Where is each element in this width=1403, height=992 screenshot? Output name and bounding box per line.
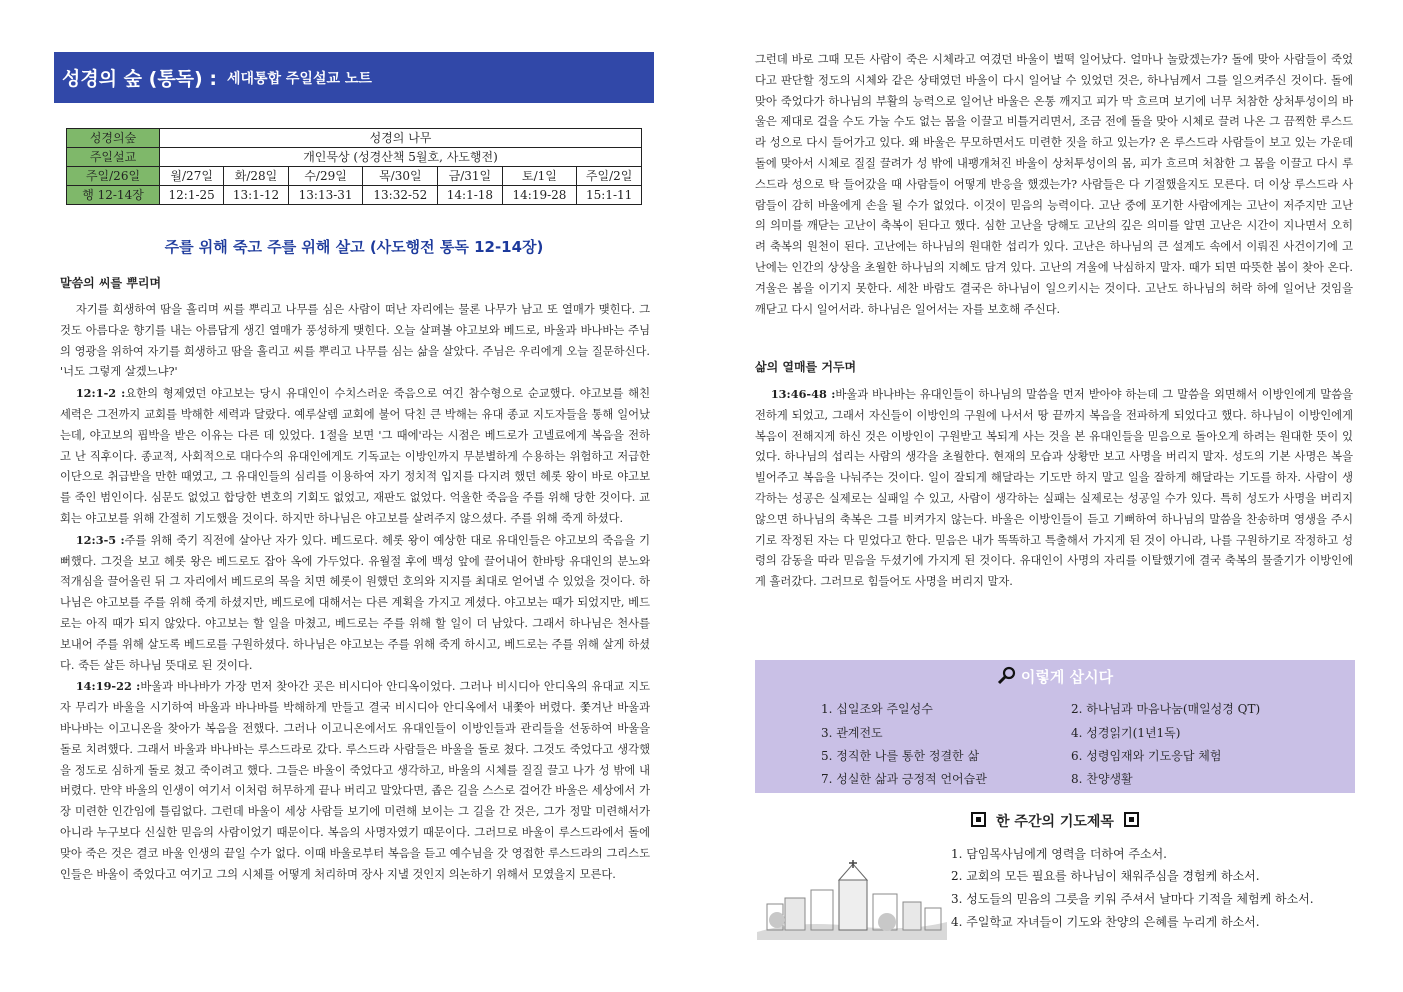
live-item: 1. 십일조와 주일성수 xyxy=(821,702,933,716)
day-cell: 월/27일 xyxy=(160,167,224,186)
prayer-item: 3. 성도들의 믿음의 그릇을 키워 주셔서 날마다 기적을 체험케 하소서. xyxy=(951,892,1314,906)
day-cell: 수/29일 xyxy=(288,167,363,186)
magnifier-icon xyxy=(997,666,1017,686)
paragraph-text: 바울과 바나바는 유대인들이 하나님의 말씀을 먼저 받아야 하는데 그 말씀을 외면해서 이방인에게 말씀을 전하게 되었고, 그래서 자신들이 이방인의 구원에 나서서 땅 끝까지 복음을 전파하게 되었다고 했다. 하나님이 이방인에게 복음이 전해지게 하신 것은 이방인이 구원받고 복되게 사는 것을 본 유대인들을 믿음으로 돌아오게 하려는 원대한 뜻이 있었다. 하나님의 섭리는 사람의 생각을 초월한다. 현재의 모습과 상황만 보고 사명을 버리지 말자. 성도의 기본 사명은 복을 빌어주고 복음을 나눠주는 것이다. 일이 잘되게 해달라는 기도만 하지 말고 일을 잘하게 해달라는 기도를 하자. 사람이 생각하는 성공은 실제로는 실패일 수 있고, 사람이 생각하는 실패는 실제로는 성공일 수가 있다. 특히 성도가 사명을 버리지 않으면 하나님의 축복은 그를 비켜가지 않는다. 바울은 이방인들이 듣고 기뻐하여 하나님의 말씀을 찬송하며 영생을 주시기로 작정된 자는 다 믿었다고 한다. 믿음은 내가 똑똑하고 특출해서 가지게 된 것이 아니라, 나를 구원하기로 작정하고 성령의 감동을 따라 믿음을 두셨기에 가지게 된 것이다. 유대인이 사명의 자리를 이탈했기에 결국 축복의 물줄기가 이방인에게 흘러갔다. 그러므로 힘들어도 사명을 버리지 말자. xyxy=(755,388,1354,589)
paragraph-text: 요한의 형제였던 야고보는 당시 유대인이 수치스러운 죽음으로 여긴 참수형으로 순교했다. 야고보를 해친 세력은 그전까지 교회를 박해한 세력과 달랐다. 예루살렘 교회에 불어 닥친 큰 박해는 유대 종교 지도자들을 통해 일어났는데, 야고보의 핍박을 받은 이유는 다른 데 있었다. 1절을 보면 '그 때에'라는 시점은 베드로가 고넬료에게 복음을 전하고 난 직후이다. 종교적, 사회적으로 대다수의 유대인에게도 기독교는 이방인까지 무분별하게 수용하는 위험하고 저급한 이단으로 취급받을 만한 때였고, 그 유대인들의 심리를 이용하여 자기 정치적 입지를 다지려 했던 헤롯 왕이 바로 야고보를 죽인 범인이다. 심문도 없었고 합당한 변호의 기회도 없었고, 재판도 없었다. 억울한 죽음을 주를 위해 당한 것이다. 교회는 야고보를 위해 간절히 기도했을 것이다. 하지만 하나님은 야고보를 살려주지 않으셨다. 주를 위해 죽게 하셨다. xyxy=(60,387,650,525)
prayer-item: 1. 담임목사님에게 영력을 더하여 주소서. xyxy=(951,847,1167,861)
reading-cell: 12:1-25 xyxy=(160,186,224,205)
schedule-days-row xyxy=(67,167,642,186)
live-item: 2. 하나님과 마음나눔(매일성경 QT) xyxy=(1071,702,1261,716)
reading-cell: 14:1-18 xyxy=(438,186,502,205)
paragraph: 그런데 바로 그때 모든 사람이 죽은 시체라고 여겼던 바울이 벌떡 일어났다. 얼마나 놀랐겠는가? 돌에 맞아 사람들이 죽었다고 판단할 정도의 시체와 같은 상태였던 바울이 다시 일어날 수 있었던 것은, 하나님께서 그를 일으켜주신 것이다. 돌에 맞아 죽었다가 하나님의 부활의 능력으로 일어난 바울은 온통 깨지고 피가 막 흐르며 보기에 너무 처참한 상처투성이의 바울은 제대로 걸을 수도 가눌 수도 없는 몸을 이끌고 비틀거리면서, 조금 전에 돌을 맞아 시체로 끌려 나온 그 끔찍한 루스드라 성으로 다시 들어가고 있다. 왜 바울은 무모하면서도 미련한 짓을 하고 있는가? 온 루스드라 사람들이 보고 있는 가운데 돌에 맞아서 시체로 질질 끌려가 성 밖에 내팽개쳐진 바울이 상처투성이의 몸, 피가 흐르며 처참한 그 몸을 이끌고 다시 루스드라 성으로 탁 들어갔을 때 사람들이 어떻게 반응을 했겠는가? 사람들은 다 기절했을지도 모른다. 더 이상 루스드라 사람들이 감히 바울에게 손을 될 수가 없었다. 이것이 믿음의 능력이다. 고난 중에 포기한 사람에게는 고난이 저주지만 고난의 의미를 깨닫는 고난이 축복이 된다고 했다. 심한 고난을 당해도 고난의 깊은 의미를 알면 고난은 시간이 지나면서 오히려 축복의 원천이 된다. 고난에는 하나님의 원대한 섭리가 있다. 고난은 하나님의 큰 설계도 속에서 이뤄진 사건이기에 고난에는 인간의 상상을 초월한 하나님의 지혜도 담겨 있다. 고난의 겨울에 낙심하지 말자. 때가 되면 따뜻한 봄이 찾아 온다. 겨울은 봄을 이기지 못한다. 세찬 바람도 결국은 하나님이 일으키시는 것이다. 고난도 하나님의 허락 하에 일어난 것임을 깨닫고 다시 일어서라. 하나님은 일어서는 자를 보호해 주신다. xyxy=(755,53,1354,316)
sermon-title: 주를 위해 죽고 주를 위해 살고 (사도행전 통독 12-14장) xyxy=(164,238,544,256)
schedule-row xyxy=(67,129,642,148)
verse-ref: 12:1-2 : xyxy=(75,386,126,401)
reading-cell: 13:32-52 xyxy=(363,186,438,205)
prayer-item: 4. 주일학교 자녀들이 기도와 찬양의 은혜를 누리게 하소서. xyxy=(951,915,1260,929)
day-cell: 금/31일 xyxy=(438,167,502,186)
row-label: 주일설교 xyxy=(67,148,160,167)
row-value: 성경의 나무 xyxy=(160,129,642,148)
section1-body xyxy=(60,300,650,885)
section1-heading: 말씀의 씨를 뿌리며 xyxy=(60,276,162,290)
paragraph xyxy=(60,676,650,885)
paragraph xyxy=(60,530,650,677)
reading-cell: 14:19-28 xyxy=(502,186,577,205)
live-item: 5. 정직한 나를 통한 정결한 삶 xyxy=(821,749,980,763)
schedule-readings-row xyxy=(67,186,642,205)
paragraph xyxy=(60,383,650,530)
live-item: 4. 성경읽기(1년1독) xyxy=(1071,726,1181,740)
paragraph-text: 주를 위해 죽기 직전에 살아난 자가 있다. 베드로다. 헤롯 왕이 예상한 대로 유대인들은 야고보의 죽음을 기뻐했다. 그것을 보고 헤롯 왕은 베드로도 잡아 옥에 가두었다. 유월절 후에 백성 앞에 끌어내어 한바탕 유대인의 분노와 적개심을 끌어올린 뒤 그 자리에서 베드로의 목을 치면 헤롯이 원했던 호의와 지지를 최대로 얻어낼 수 있었을 것이다. 하나님은 야고보를 주를 위해 죽게 하셨지만, 베드로에 대해서는 다른 계획을 가지고 계셨다. 야고보는 때가 되었지만, 베드로는 아직 때가 되지 않았다. 야고보는 할 일을 마쳤고, 베드로는 주를 위해 할 일이 더 남았다. 그래서 하나님은 천사를 보내어 주를 위해 살도록 베드로를 구원하셨다. 하나님은 야고보는 주를 위해 죽게 하시고, 베드로는 주를 위해 살게 하셨다. 죽든 살든 하나님 뜻대로 된 것이다. xyxy=(60,533,651,672)
live-item: 3. 관계전도 xyxy=(821,726,883,740)
verse-ref: 12:3-5 : xyxy=(75,532,125,547)
section2-body xyxy=(755,384,1353,593)
row-label: 성경의숲 xyxy=(67,129,160,148)
reading-cell: 13:1-12 xyxy=(224,186,288,205)
header-subtitle: 세대통합 주일설교 노트 xyxy=(226,70,372,87)
square-icon xyxy=(971,812,986,827)
prayer-title xyxy=(755,811,1355,831)
paragraph: 자기를 희생하여 땀을 흘리며 씨를 뿌리고 나무를 심은 사람이 떠난 자리에는 물론 나무가 남고 또 열매가 맺힌다. 그것도 아름다운 향기를 내는 아름답게 생긴 열매가 풍성하게 맺힌다. 오늘 살펴볼 야고보와 베드로, 바울과 바나바는 주님의 영광을 위하여 자기를 희생하고 땀을 흘리고 씨를 뿌리고 나무를 심는 삶을 살았다. 주님은 우리에게 오늘 질문하신다. '너도 그렇게 살겠느냐?' xyxy=(60,303,650,379)
prayer-title-text: 한 주간의 기도제목 xyxy=(996,814,1114,830)
section1-continued xyxy=(755,50,1353,320)
live-item: 7. 성실한 삶과 긍정적 언어습관 xyxy=(821,772,987,786)
reading-cell: 13:13-31 xyxy=(288,186,363,205)
day-cell: 목/30일 xyxy=(363,167,438,186)
square-icon xyxy=(1124,812,1139,827)
day-cell: 화/28일 xyxy=(224,167,288,186)
prayer-item: 2. 교회의 모든 필요를 하나님이 채워주심을 경험케 하소서. xyxy=(951,869,1260,883)
section2-heading: 삶의 열매를 거두며 xyxy=(755,360,857,374)
live-box xyxy=(755,660,1355,793)
day-cell: 주일/2일 xyxy=(577,167,642,186)
live-item: 8. 찬양생활 xyxy=(1071,772,1133,786)
day-cell: 토/1일 xyxy=(502,167,577,186)
day-cell: 주일/26일 xyxy=(67,167,160,186)
row-value: 개인묵상 (성경산책 5월호, 사도행전) xyxy=(160,148,642,167)
header-bar xyxy=(54,52,654,103)
schedule-row xyxy=(67,148,642,167)
paragraph xyxy=(755,384,1353,593)
verse-ref: 14:19-22 : xyxy=(75,679,141,694)
live-title xyxy=(755,666,1355,687)
reading-cell: 15:1-11 xyxy=(577,186,642,205)
live-title-text: 이렇게 삽시다 xyxy=(1020,668,1114,686)
reading-cell: 행 12-14장 xyxy=(67,186,160,205)
church-illustration xyxy=(757,860,947,940)
header-title: 성경의 숲 (통독) : xyxy=(62,68,217,90)
paragraph-text: 바울과 바나바가 가장 먼저 찾아간 곳은 비시디아 안디옥이었다. 그러나 비시디아 안디옥의 유대교 지도자 무리가 바울을 시기하여 바울과 바나바를 박해하게 만들고 결국 비시디아 안디옥에서 내쫓아 버렸다. 쫓겨난 바울과 바나바는 이고니온을 찾아가 복음을 전했다. 그러나 이고니온에서도 유대인들이 이방인들과 관리들을 선동하여 바울을 돌로 치려했다. 그래서 바울과 바나바는 루스드라로 갔다. 루스드라 사람들은 바울을 돌로 쳤다. 그것도 죽었다고 생각했을 정도로 심하게 돌로 쳤고 죽이려고 했다. 그들은 바울이 죽었다고 생각하고, 바울의 시체를 질질 끌고 나가 성 밖에 내버렸다. 만약 바울의 인생이 여기서 이처럼 허무하게 끝나 버리고 말았다면, 좁은 길을 스스로 걸어간 바울은 세상에서 가장 미련한 인간임에 틀림없다. 그런데 바울이 세상 사람들 보기에 미련해 보이는 그 길을 간 것은, 그가 정말 미련해서가 아니라 누구보다 신실한 믿음의 사람이었기 때문이다. 복음의 사명자였기 때문이다. 그러므로 바울이 루스드라에서 돌에 맞아 죽은 것은 결코 바울 인생의 끝일 수가 없다. 이때 바울로부터 복음을 듣고 예수님을 갓 영접한 루스드라의 그리스도인들은 바울이 죽었다고 여기고 그의 시체를 어떻게 처리하며 장사 지낼 것인지 의논하기 위해서 모였을지 모른다. xyxy=(60,680,650,881)
live-item: 6. 성령임재와 기도응답 체험 xyxy=(1071,749,1222,763)
schedule-table xyxy=(66,128,642,205)
verse-ref: 13:46-48 : xyxy=(770,387,836,401)
